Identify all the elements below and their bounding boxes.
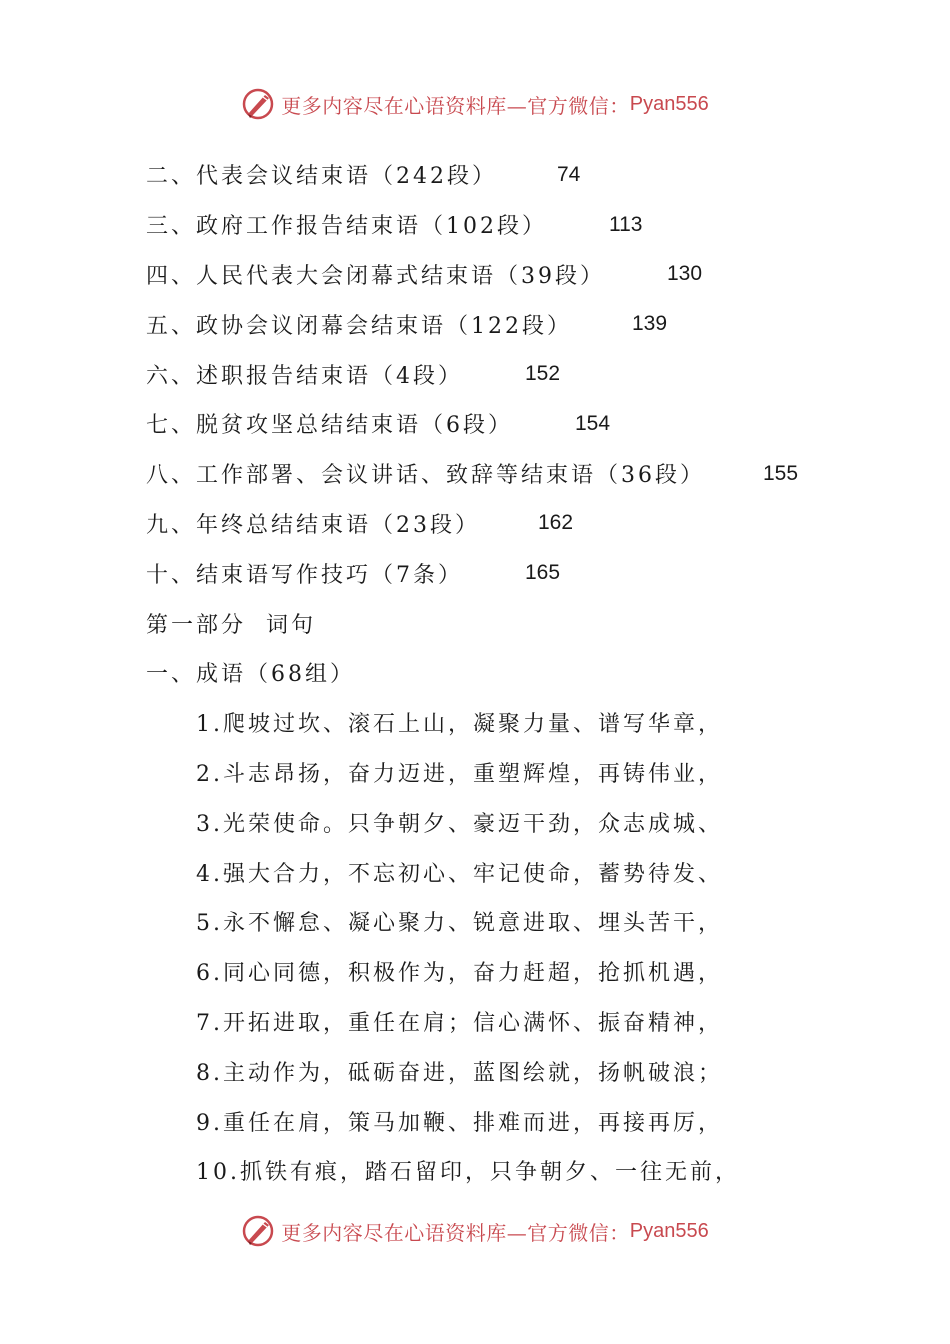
toc-entry-page: 152 bbox=[525, 362, 561, 386]
toc-entry-title: 五、政协会议闭幕会结束语（122段） bbox=[146, 313, 572, 339]
toc-entry bbox=[146, 548, 906, 598]
toc-entry bbox=[146, 499, 906, 549]
toc-entry bbox=[146, 150, 906, 200]
document-body bbox=[146, 150, 906, 1196]
toc-entry-title: 三、政府工作报告结束语（102段） bbox=[146, 214, 547, 240]
pen-logo-icon bbox=[241, 87, 275, 121]
toc-entry-page: 154 bbox=[575, 411, 611, 435]
toc-entry-title: 十、结束语写作技巧（7条） bbox=[146, 562, 463, 588]
list-item: 9.重任在肩，策马加鞭、排难而进，再接再厉， bbox=[196, 1110, 723, 1136]
header-banner bbox=[0, 84, 950, 124]
toc-entry-title: 四、人民代表大会闭幕式结束语（39段） bbox=[146, 263, 605, 289]
toc-entry-page: 74 bbox=[557, 162, 581, 186]
list-item: 2.斗志昂扬，奋力迈进，重塑辉煌，再铸伟业， bbox=[196, 761, 723, 787]
section-heading: 一、成语（68组） bbox=[146, 662, 355, 688]
toc-entry bbox=[146, 299, 906, 349]
part-heading: 第一部分 词句 bbox=[146, 612, 316, 638]
toc-entry bbox=[146, 349, 906, 399]
toc-entry-page: 113 bbox=[609, 212, 643, 236]
toc-entry bbox=[146, 200, 906, 250]
toc-entry-title: 二、代表会议结束语（242段） bbox=[146, 164, 497, 190]
toc-entry bbox=[146, 399, 906, 449]
toc-entry-title: 九、年终总结结束语（23段） bbox=[146, 512, 480, 538]
toc-entry-page: 165 bbox=[525, 561, 561, 585]
list-item: 7.开拓进取，重任在肩；信心满怀、振奋精神， bbox=[196, 1010, 723, 1036]
toc-entry-page: 155 bbox=[763, 461, 799, 485]
footer-banner bbox=[0, 1211, 950, 1251]
toc-entry-page: 130 bbox=[667, 262, 703, 286]
list-item: 10.抓铁有痕，踏石留印，只争朝夕、一往无前， bbox=[196, 1160, 740, 1186]
list-item: 6.同心同德，积极作为，奋力赶超，抢抓机遇， bbox=[196, 961, 723, 987]
toc-entry-page: 139 bbox=[632, 312, 668, 336]
list-item: 1.爬坡过坎、滚石上山，凝聚力量、谱写华章， bbox=[196, 712, 723, 738]
banner-wechat-id: Pyan556 bbox=[629, 92, 709, 115]
list-item: 3.光荣使命。只争朝夕、豪迈干劲，众志成城、 bbox=[196, 811, 723, 837]
list-item: 5.永不懈怠、凝心聚力、锐意进取、埋头苦干， bbox=[196, 911, 723, 937]
toc-entry bbox=[146, 250, 906, 300]
toc-entry-title: 六、述职报告结束语（4段） bbox=[146, 363, 463, 389]
banner-wechat-id: Pyan556 bbox=[629, 1219, 709, 1242]
toc-entry-page: 162 bbox=[538, 511, 574, 535]
toc-entry bbox=[146, 449, 906, 499]
pen-logo-icon bbox=[241, 1214, 275, 1248]
banner-text: 更多内容尽在心语资料库—官方微信： bbox=[281, 1220, 630, 1245]
list-item: 8.主动作为，砥砺奋进，蓝图绘就，扬帆破浪； bbox=[196, 1060, 723, 1086]
toc-entry-title: 八、工作部署、会议讲话、致辞等结束语（36段） bbox=[146, 463, 705, 489]
banner-text: 更多内容尽在心语资料库—官方微信： bbox=[281, 93, 630, 118]
list-item: 4.强大合力，不忘初心、牢记使命，蓄势待发、 bbox=[196, 861, 723, 887]
toc-entry-title: 七、脱贫攻坚总结结束语（6段） bbox=[146, 413, 513, 439]
